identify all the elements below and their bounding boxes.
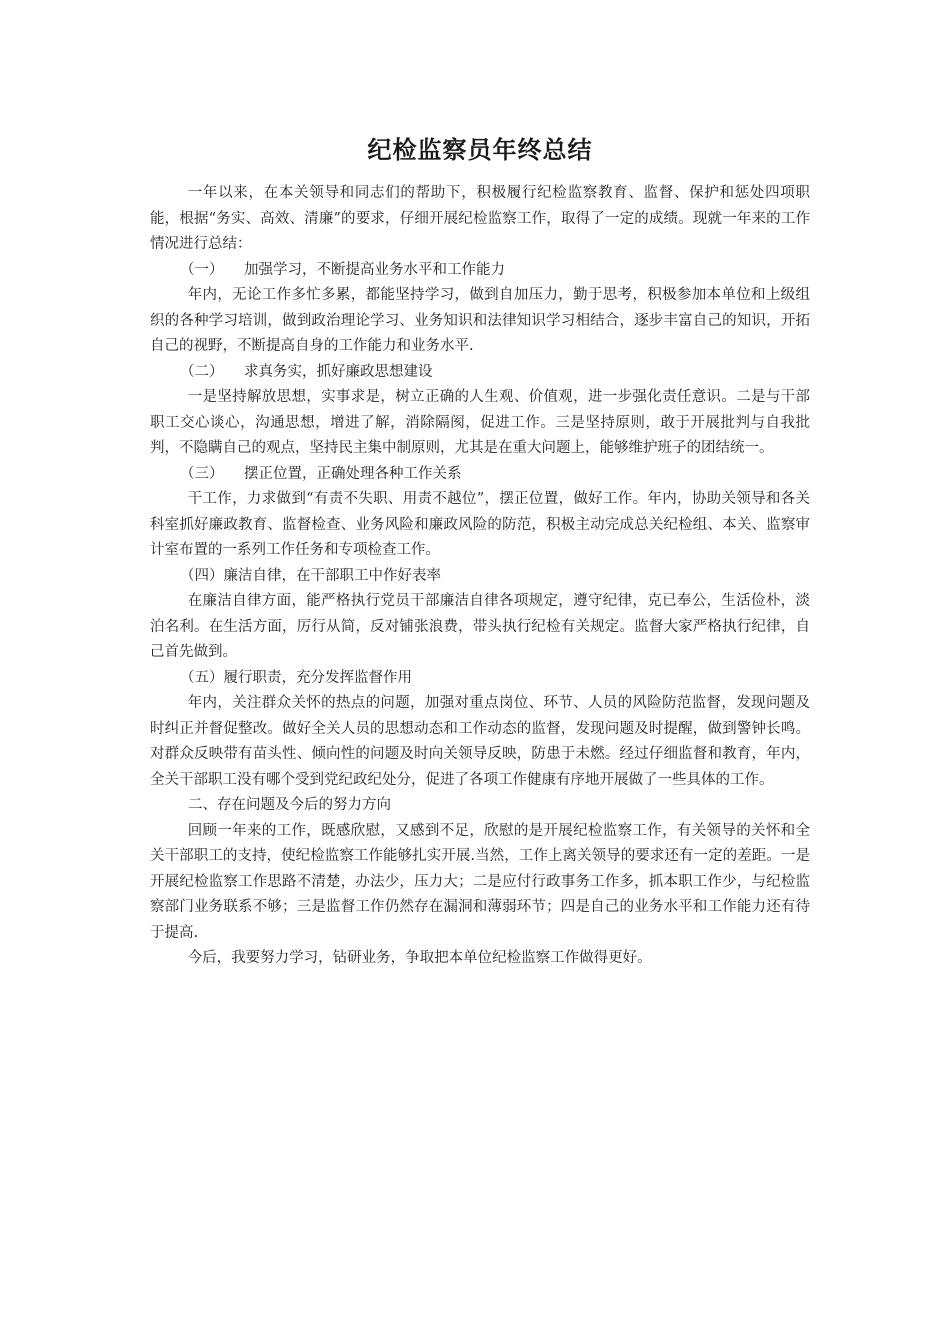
section-heading-1	[150, 258, 810, 284]
section-number: （二）	[180, 363, 224, 380]
part-two-heading: 二、存在问题及今后的努力方向	[188, 797, 391, 813]
section-heading-3	[150, 462, 810, 488]
section-number: （五）	[180, 669, 224, 686]
section-number: （三）	[180, 465, 224, 482]
section-title: 加强学习，不断提高业务水平和工作能力	[244, 261, 505, 278]
section-body-5: 年内，关注群众关怀的热点的问题，加强对重点岗位、环节、人员的风险防范监督，发现问题及时纠正并督促整改。做好全关人员的思想动态和工作动态的监督，发现问题及时提醒，做到警钟长鸣。对群众反映带有苗头性、倾向性的问题及时向关领导反映，防患于未燃。经过仔细监督和教育，年内，全关干部职工没有哪个受到党纪政纪处分，促进了各项工作健康有序地开展做了一些具体的工作。	[150, 695, 810, 788]
part-two-body: 回顾一年来的工作，既感欣慰，又感到不足，欣慰的是开展纪检监察工作，有关领导的关怀和全关干部职工的支持，使纪检监察工作能够扎实开展.当然，工作上离关领导的要求还有一定的差距。一是开展纪检监察工作思路不清楚，办法少，压力大；二是应付行政事务工作多，抓本职工作少，与纪检监察部门业务联系不够；三是监督工作仍然存在漏洞和薄弱环节；四是自己的业务水平和工作能力还有待于提高.	[150, 822, 810, 941]
section-body-3: 干工作，力求做到“有责不失职、用责不越位”，摆正位置，做好工作。年内，协助关领导和各关科室抓好廉政教育、监督检查、业务风险和廉政风险的防范，积极主动完成总关纪检组、本关、监察审计室布置的一系列工作任务和专项检查工作。	[150, 491, 810, 558]
section-title: 摆正位置，正确处理各种工作关系	[244, 465, 462, 482]
section-title: 求真务实，抓好廉政思想建设	[244, 363, 433, 380]
intro-paragraph: 一年以来，在本关领导和同志们的帮助下，积极履行纪检监察教育、监督、保护和惩处四项职能，根据“务实、高效、清廉”的要求，仔细开展纪检监察工作，取得了一定的成绩。现就一年来的工作情况进行总结：	[150, 185, 810, 252]
document-page	[150, 130, 810, 972]
section-heading-2	[150, 360, 810, 386]
section-body-4: 在廉洁自律方面，能严格执行党员干部廉洁自律各项规定，遵守纪律，克已奉公，生活俭朴，淡泊名利。在生活方面，厉行从简，反对铺张浪费，带头执行纪检有关规定。监督大家严格执行纪律，自己首先做到。	[150, 593, 810, 660]
document-title: 纪检监察员年终总结	[367, 136, 593, 164]
closing-paragraph: 今后，我要努力学习，钻研业务，争取把本单位纪检监察工作做得更好。	[187, 950, 652, 966]
section-heading-5	[150, 666, 810, 692]
section-number: （四）	[180, 567, 224, 584]
section-body-1: 年内，无论工作多忙多累，都能坚持学习，做到自加压力，勤于思考，积极参加本单位和上级组织的各种学习培训，做到政治理论学习、业务知识和法律知识学习相结合，逐步丰富自己的知识，开拓自己的视野，不断提高自身的工作能力和业务水平.	[150, 287, 810, 354]
section-heading-4	[150, 564, 810, 590]
section-title: 廉洁自律，在干部职工中作好表率	[223, 567, 441, 584]
section-title: 履行职责，充分发挥监督作用	[223, 669, 412, 686]
section-number: （一）	[180, 261, 224, 278]
section-body-2: 一是坚持解放思想，实事求是，树立正确的人生观、价值观，进一步强化责任意识。二是与干部职工交心谈心，沟通思想，增进了解，消除隔阂，促进工作。三是坚持原则，敢于开展批判与自我批判，不隐瞒自己的观点，坚持民主集中制原则，尤其是在重大问题上，能够维护班子的团结统一。	[150, 389, 810, 456]
